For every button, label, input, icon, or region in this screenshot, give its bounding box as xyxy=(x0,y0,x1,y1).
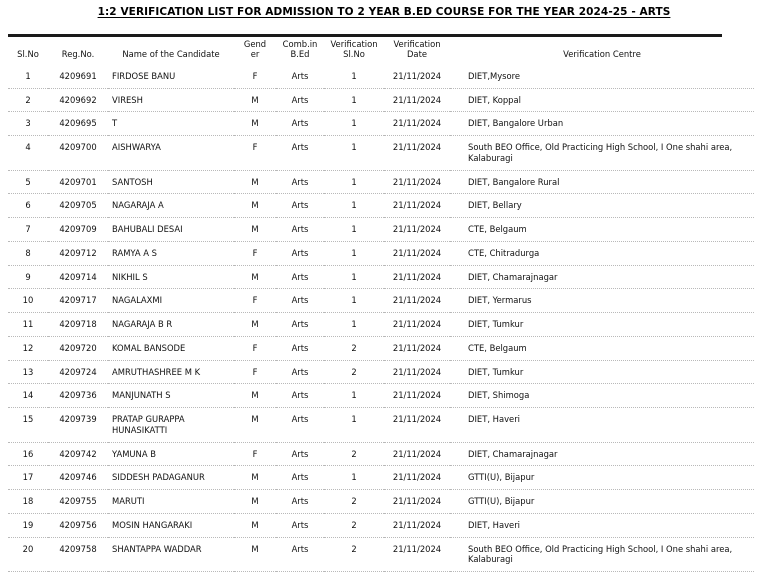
cell-slno: 1 xyxy=(8,65,48,88)
cell-combination: Arts xyxy=(276,408,324,443)
cell-verification-centre: DIET, Chamarajnagar xyxy=(450,265,754,289)
cell-candidate-name: VIRESH xyxy=(108,88,234,112)
cell-combination: Arts xyxy=(276,490,324,514)
cell-regno: 4209718 xyxy=(48,313,108,337)
cell-verification-date: 21/11/2024 xyxy=(384,88,450,112)
cell-verification-centre: GTTI(U), Bijapur xyxy=(450,490,754,514)
column-header-gender-line2: er xyxy=(250,48,260,59)
cell-regno: 4209691 xyxy=(48,65,108,88)
cell-combination: Arts xyxy=(276,442,324,466)
column-header-verification-date-line2: Date xyxy=(406,48,428,59)
cell-verification-slno: 1 xyxy=(324,194,384,218)
cell-regno: 4209736 xyxy=(48,384,108,408)
cell-candidate-name: MANJUNATH S xyxy=(108,384,234,408)
cell-candidate-name: RAMYA A S xyxy=(108,241,234,265)
cell-combination: Arts xyxy=(276,384,324,408)
table-row xyxy=(8,537,754,572)
table-row xyxy=(8,313,754,337)
cell-verification-slno: 2 xyxy=(324,537,384,572)
column-header-verification-slno-line2: Sl.No xyxy=(343,48,365,59)
cell-verification-centre: CTE, Chitradurga xyxy=(450,241,754,265)
table-row xyxy=(8,289,754,313)
cell-regno: 4209712 xyxy=(48,241,108,265)
table-row xyxy=(8,65,754,88)
cell-verification-date: 21/11/2024 xyxy=(384,289,450,313)
cell-slno: 7 xyxy=(8,218,48,242)
cell-candidate-name: NAGALAXMI xyxy=(108,289,234,313)
table-row xyxy=(8,466,754,490)
cell-candidate-name: SIDDESH PADAGANUR xyxy=(108,466,234,490)
cell-regno: 4209742 xyxy=(48,442,108,466)
cell-gender: M xyxy=(234,265,276,289)
cell-combination: Arts xyxy=(276,218,324,242)
column-header-verification-date xyxy=(384,37,450,65)
cell-slno: 10 xyxy=(8,289,48,313)
column-header-verification-date-line1: Verification xyxy=(393,39,441,49)
cell-verification-centre: DIET, Bangalore Urban xyxy=(450,112,754,136)
cell-candidate-name: PRATAP GURAPPA HUNASIKATTI xyxy=(108,408,234,443)
cell-verification-slno: 1 xyxy=(324,313,384,337)
cell-verification-slno: 2 xyxy=(324,513,384,537)
cell-verification-date: 21/11/2024 xyxy=(384,513,450,537)
table-row xyxy=(8,442,754,466)
cell-candidate-name: KOMAL BANSODE xyxy=(108,336,234,360)
column-header-comb-line1: Comb.in xyxy=(282,39,318,49)
page-title-text: 1:2 VERIFICATION LIST FOR ADMISSION TO 2 YEAR B.ED COURSE FOR THE YEAR 2024-25 - ARTS xyxy=(97,6,671,18)
cell-slno: 16 xyxy=(8,442,48,466)
cell-verification-slno: 2 xyxy=(324,490,384,514)
cell-slno: 11 xyxy=(8,313,48,337)
cell-verification-centre: DIET, Shimoga xyxy=(450,384,754,408)
cell-combination: Arts xyxy=(276,313,324,337)
cell-verification-date: 21/11/2024 xyxy=(384,336,450,360)
cell-verification-centre: DIET, Haveri xyxy=(450,408,754,443)
column-header-regno xyxy=(48,37,108,65)
table-row xyxy=(8,194,754,218)
cell-verification-centre: DIET, Tumkur xyxy=(450,313,754,337)
cell-candidate-name: NIKHIL S xyxy=(108,265,234,289)
table-row xyxy=(8,241,754,265)
column-header-name-label: Name of the Candidate xyxy=(122,48,220,59)
cell-combination: Arts xyxy=(276,289,324,313)
cell-combination: Arts xyxy=(276,112,324,136)
cell-verification-slno: 1 xyxy=(324,265,384,289)
cell-regno: 4209701 xyxy=(48,170,108,194)
cell-verification-centre: DIET, Koppal xyxy=(450,88,754,112)
cell-slno: 12 xyxy=(8,336,48,360)
cell-combination: Arts xyxy=(276,136,324,171)
cell-slno: 5 xyxy=(8,170,48,194)
cell-gender: F xyxy=(234,442,276,466)
cell-verification-date: 21/11/2024 xyxy=(384,65,450,88)
column-header-verification-centre-label: Verification Centre xyxy=(563,48,641,59)
cell-verification-centre: South BEO Office, Old Practicing High School, I One shahi area, Kalaburagi xyxy=(450,537,754,572)
cell-slno: 4 xyxy=(8,136,48,171)
table-header xyxy=(8,37,754,65)
cell-regno: 4209695 xyxy=(48,112,108,136)
cell-slno: 9 xyxy=(8,265,48,289)
column-header-gender xyxy=(234,37,276,65)
cell-combination: Arts xyxy=(276,65,324,88)
cell-regno: 4209720 xyxy=(48,336,108,360)
cell-combination: Arts xyxy=(276,360,324,384)
cell-regno: 4209739 xyxy=(48,408,108,443)
cell-gender: F xyxy=(234,289,276,313)
cell-gender: F xyxy=(234,336,276,360)
cell-regno: 4209700 xyxy=(48,136,108,171)
cell-verification-centre: DIET, Haveri xyxy=(450,513,754,537)
cell-regno: 4209717 xyxy=(48,289,108,313)
cell-slno: 8 xyxy=(8,241,48,265)
cell-combination: Arts xyxy=(276,194,324,218)
cell-gender: M xyxy=(234,170,276,194)
cell-verification-slno: 1 xyxy=(324,65,384,88)
cell-verification-slno: 1 xyxy=(324,136,384,171)
cell-verification-date: 21/11/2024 xyxy=(384,112,450,136)
cell-gender: M xyxy=(234,88,276,112)
cell-combination: Arts xyxy=(276,265,324,289)
cell-candidate-name: FIRDOSE BANU xyxy=(108,65,234,88)
cell-verification-date: 21/11/2024 xyxy=(384,241,450,265)
cell-combination: Arts xyxy=(276,336,324,360)
table-row xyxy=(8,136,754,171)
cell-verification-date: 21/11/2024 xyxy=(384,466,450,490)
cell-verification-slno: 1 xyxy=(324,88,384,112)
cell-gender: M xyxy=(234,112,276,136)
column-header-verification-slno-line1: Verification xyxy=(330,39,378,49)
cell-regno: 4209692 xyxy=(48,88,108,112)
cell-verification-slno: 1 xyxy=(324,241,384,265)
cell-candidate-name: YAMUNA B xyxy=(108,442,234,466)
column-header-slno xyxy=(8,37,48,65)
column-header-verification-slno xyxy=(324,37,384,65)
cell-regno: 4209758 xyxy=(48,537,108,572)
cell-combination: Arts xyxy=(276,170,324,194)
cell-verification-centre: DIET, Bellary xyxy=(450,194,754,218)
column-header-gender-line1: Gend xyxy=(243,39,267,49)
cell-gender: M xyxy=(234,537,276,572)
table-body xyxy=(8,65,754,572)
cell-verification-date: 21/11/2024 xyxy=(384,384,450,408)
cell-verification-centre: DIET, Chamarajnagar xyxy=(450,442,754,466)
cell-gender: F xyxy=(234,136,276,171)
cell-verification-slno: 1 xyxy=(324,218,384,242)
cell-verification-date: 21/11/2024 xyxy=(384,170,450,194)
cell-slno: 20 xyxy=(8,537,48,572)
page-title xyxy=(0,0,768,18)
cell-slno: 6 xyxy=(8,194,48,218)
cell-verification-date: 21/11/2024 xyxy=(384,442,450,466)
cell-verification-centre: GTTI(U), Bijapur xyxy=(450,466,754,490)
cell-candidate-name: BAHUBALI DESAI xyxy=(108,218,234,242)
cell-verification-centre: CTE, Belgaum xyxy=(450,336,754,360)
cell-verification-date: 21/11/2024 xyxy=(384,265,450,289)
verification-list-table xyxy=(8,37,754,572)
cell-regno: 4209756 xyxy=(48,513,108,537)
cell-verification-date: 21/11/2024 xyxy=(384,313,450,337)
cell-verification-slno: 2 xyxy=(324,336,384,360)
cell-gender: F xyxy=(234,241,276,265)
cell-combination: Arts xyxy=(276,513,324,537)
table-row xyxy=(8,490,754,514)
table-row xyxy=(8,88,754,112)
cell-combination: Arts xyxy=(276,88,324,112)
cell-slno: 14 xyxy=(8,384,48,408)
cell-gender: M xyxy=(234,513,276,537)
column-header-comb xyxy=(276,37,324,65)
cell-verification-slno: 1 xyxy=(324,112,384,136)
cell-verification-date: 21/11/2024 xyxy=(384,490,450,514)
cell-candidate-name: SHANTAPPA WADDAR xyxy=(108,537,234,572)
cell-gender: M xyxy=(234,218,276,242)
table-row xyxy=(8,112,754,136)
cell-gender: M xyxy=(234,313,276,337)
cell-verification-date: 21/11/2024 xyxy=(384,408,450,443)
cell-slno: 19 xyxy=(8,513,48,537)
cell-gender: M xyxy=(234,408,276,443)
column-header-regno-label: Reg.No. xyxy=(61,48,95,59)
cell-verification-centre: DIET,Mysore xyxy=(450,65,754,88)
cell-regno: 4209709 xyxy=(48,218,108,242)
table-row xyxy=(8,336,754,360)
cell-slno: 15 xyxy=(8,408,48,443)
cell-regno: 4209755 xyxy=(48,490,108,514)
column-header-slno-label: Sl.No xyxy=(17,48,39,59)
cell-combination: Arts xyxy=(276,537,324,572)
column-header-verification-centre xyxy=(450,37,754,65)
cell-slno: 18 xyxy=(8,490,48,514)
table-row xyxy=(8,513,754,537)
cell-slno: 17 xyxy=(8,466,48,490)
cell-verification-centre: DIET, Bangalore Rural xyxy=(450,170,754,194)
cell-verification-slno: 1 xyxy=(324,384,384,408)
cell-regno: 4209746 xyxy=(48,466,108,490)
cell-regno: 4209724 xyxy=(48,360,108,384)
cell-gender: F xyxy=(234,65,276,88)
cell-verification-slno: 2 xyxy=(324,360,384,384)
table-header-row xyxy=(8,37,754,65)
cell-slno: 3 xyxy=(8,112,48,136)
cell-slno: 13 xyxy=(8,360,48,384)
cell-verification-slno: 1 xyxy=(324,289,384,313)
cell-verification-centre: South BEO Office, Old Practicing High School, I One shahi area, Kalaburagi xyxy=(450,136,754,171)
cell-verification-centre: DIET, Tumkur xyxy=(450,360,754,384)
cell-verification-slno: 1 xyxy=(324,466,384,490)
table-row xyxy=(8,265,754,289)
table-row xyxy=(8,384,754,408)
column-header-comb-line2: B.Ed xyxy=(290,48,310,59)
cell-gender: M xyxy=(234,384,276,408)
verification-list-table-wrapper xyxy=(8,34,733,572)
table-row xyxy=(8,218,754,242)
cell-candidate-name: T xyxy=(108,112,234,136)
cell-candidate-name: MOSIN HANGARAKI xyxy=(108,513,234,537)
cell-regno: 4209714 xyxy=(48,265,108,289)
cell-candidate-name: AISHWARYA xyxy=(108,136,234,171)
cell-candidate-name: NAGARAJA A xyxy=(108,194,234,218)
cell-verification-date: 21/11/2024 xyxy=(384,136,450,171)
cell-candidate-name: NAGARAJA B R xyxy=(108,313,234,337)
column-header-name xyxy=(108,37,234,65)
cell-verification-slno: 1 xyxy=(324,408,384,443)
cell-gender: F xyxy=(234,360,276,384)
cell-regno: 4209705 xyxy=(48,194,108,218)
cell-verification-centre: DIET, Yermarus xyxy=(450,289,754,313)
cell-candidate-name: AMRUTHASHREE M K xyxy=(108,360,234,384)
cell-gender: M xyxy=(234,194,276,218)
table-row xyxy=(8,360,754,384)
cell-gender: M xyxy=(234,490,276,514)
cell-verification-date: 21/11/2024 xyxy=(384,194,450,218)
cell-combination: Arts xyxy=(276,466,324,490)
table-row xyxy=(8,170,754,194)
cell-verification-centre: CTE, Belgaum xyxy=(450,218,754,242)
table-row xyxy=(8,408,754,443)
cell-verification-date: 21/11/2024 xyxy=(384,360,450,384)
cell-verification-date: 21/11/2024 xyxy=(384,218,450,242)
cell-verification-slno: 1 xyxy=(324,170,384,194)
cell-verification-date: 21/11/2024 xyxy=(384,537,450,572)
cell-verification-slno: 2 xyxy=(324,442,384,466)
cell-candidate-name: MARUTI xyxy=(108,490,234,514)
cell-slno: 2 xyxy=(8,88,48,112)
cell-gender: M xyxy=(234,466,276,490)
cell-combination: Arts xyxy=(276,241,324,265)
cell-candidate-name: SANTOSH xyxy=(108,170,234,194)
